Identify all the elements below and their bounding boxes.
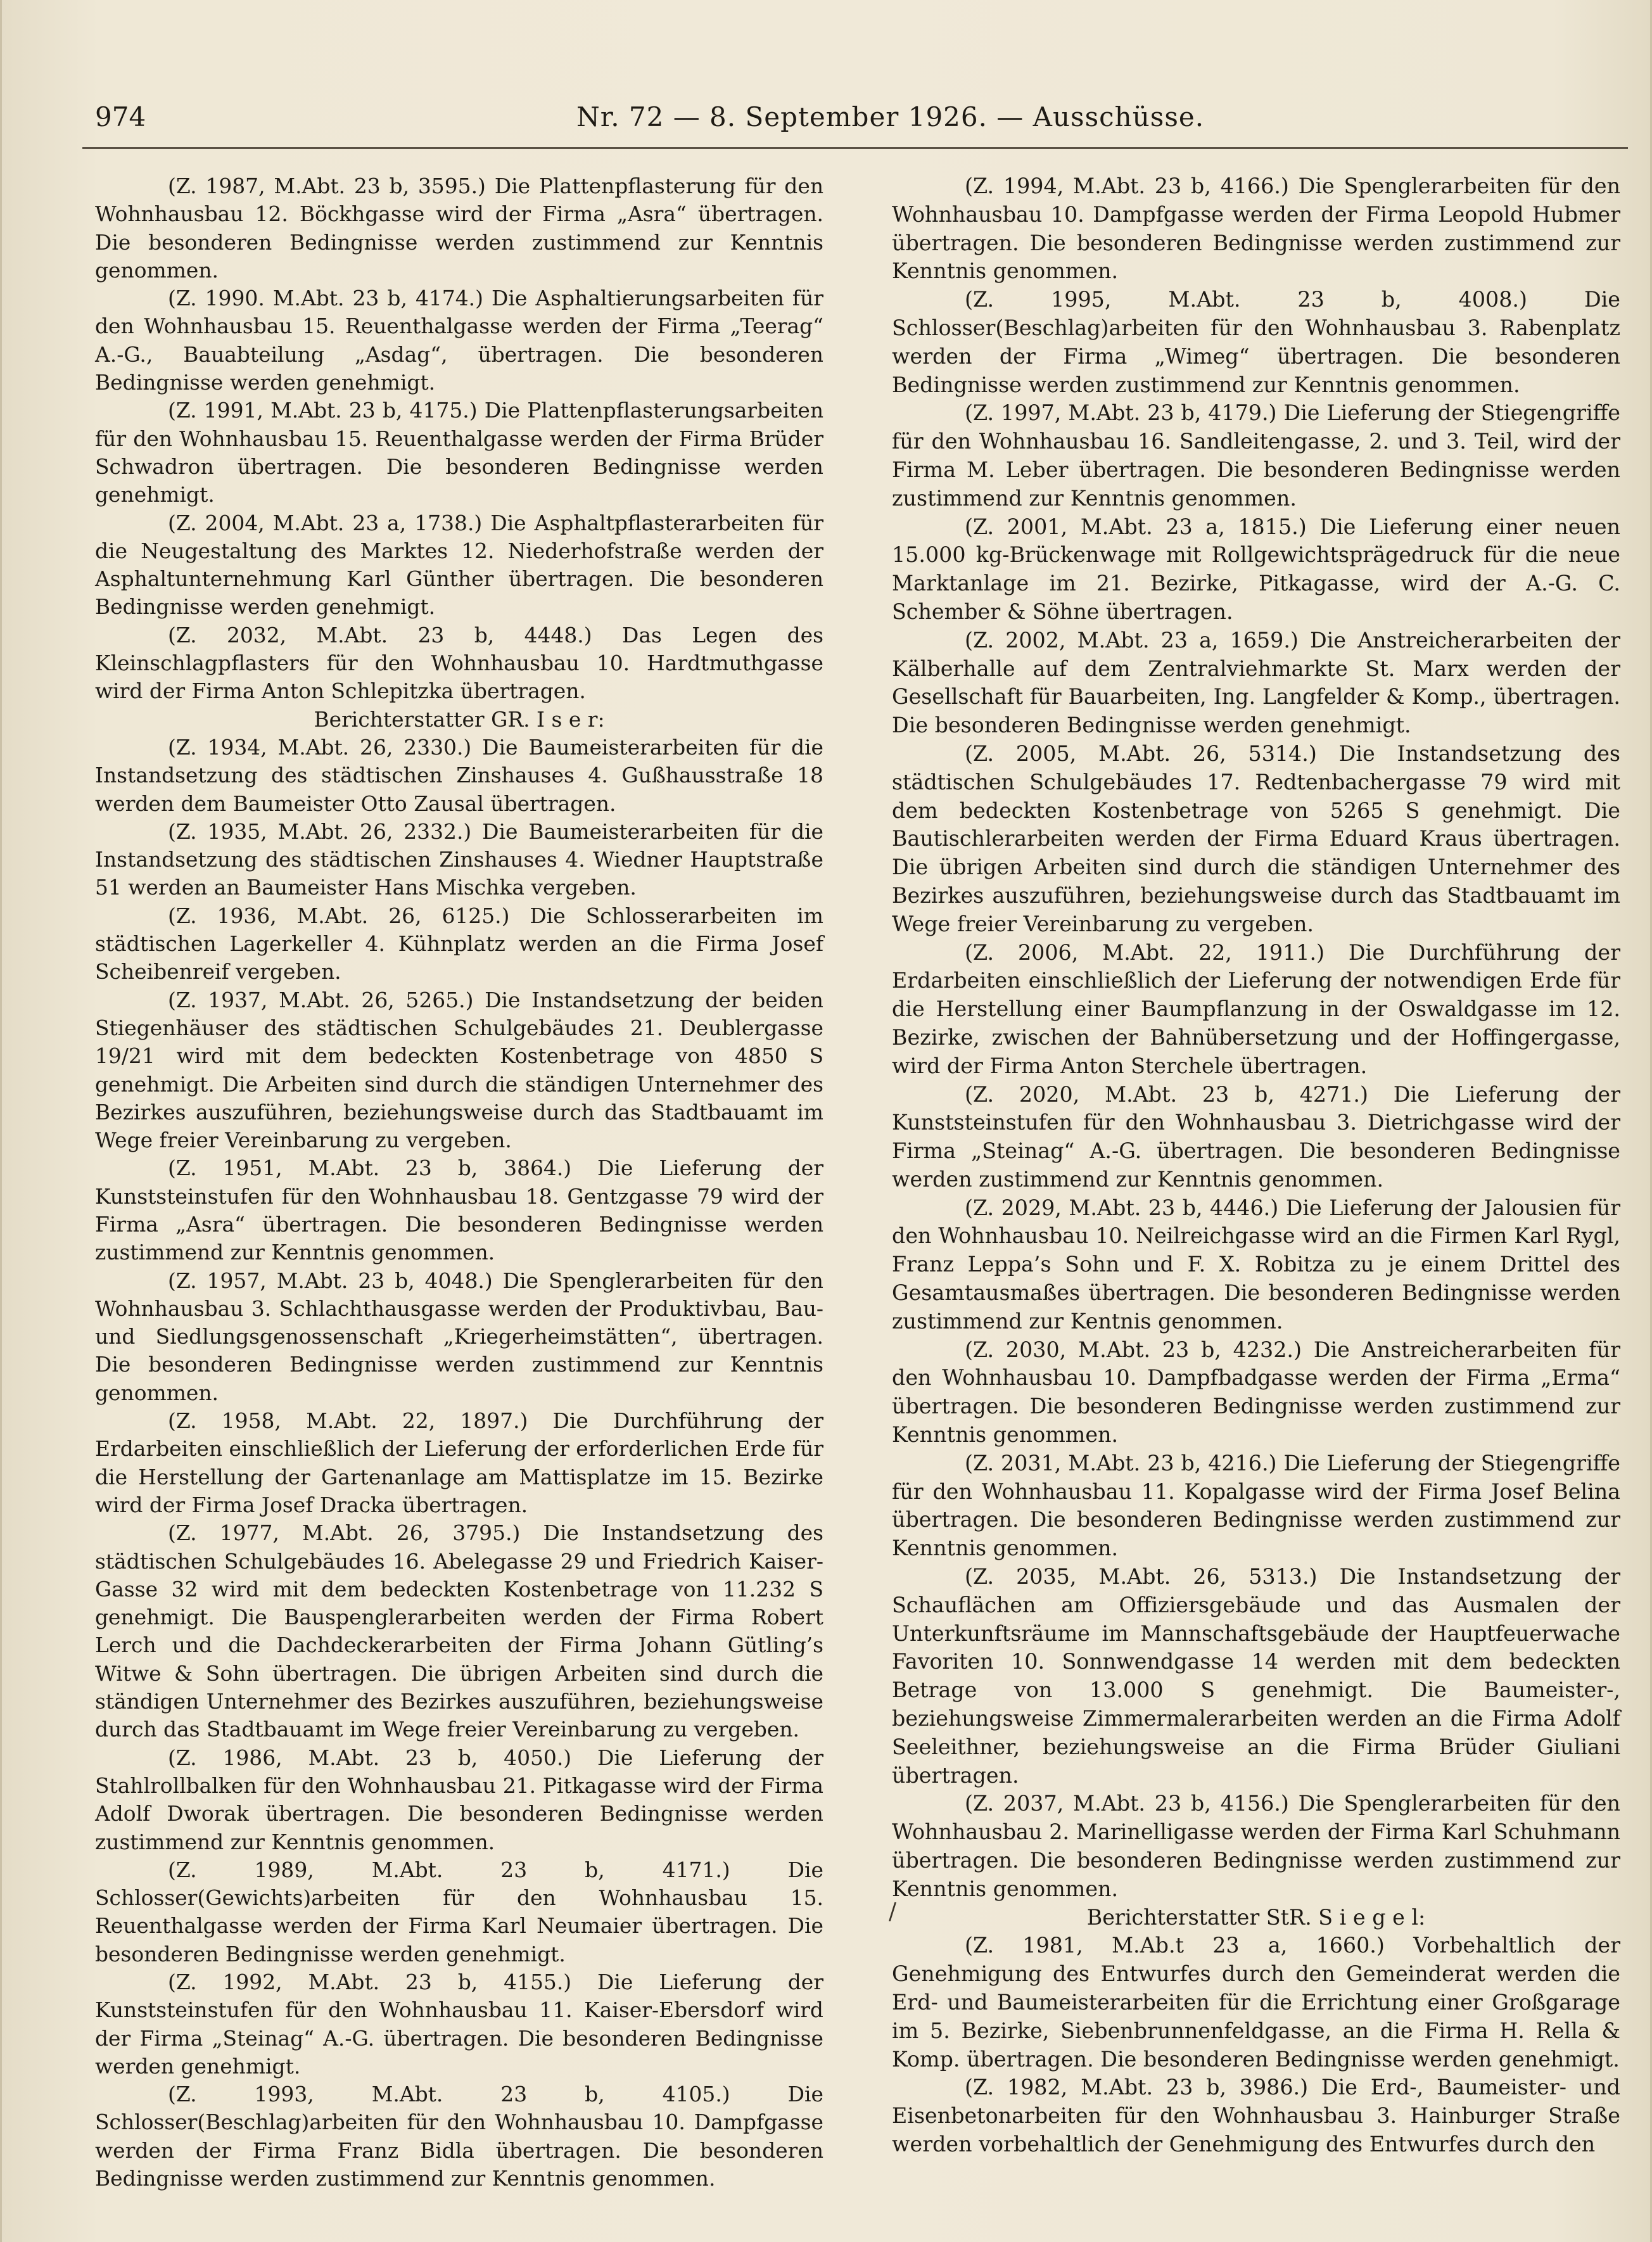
entry-paragraph: (Z. 2020, M.Abt. 23 b, 4271.) Die Lieferung der Kunststeinstufen für den Wohnhausbau 3. Dietrichgasse wird der Firma „Steinag“ A.-G. übertragen. Die besonderen Bedingnisse werden zustimmend zur Kenntnis genommen. xyxy=(892,1081,1620,1192)
entry-paragraph: (Z. 2031, M.Abt. 23 b, 4216.) Die Lieferung der Stiegengriffe für den Wohnhausbau 11. Kopalgasse wird der Firma Josef Belina übertragen. Die besonderen Bedingnisse werden zustimmend zur Kenntnis genommen. xyxy=(892,1450,1620,1561)
section-heading: Berichterstatter StR. S i e g e l: xyxy=(1086,1904,1426,1930)
section-heading: Berichterstatter GR. I s e r: xyxy=(314,706,605,732)
entry-paragraph: (Z. 1997, M.Abt. 23 b, 4179.) Die Lieferung der Stiegengriffe für den Wohnhausbau 16. Sandleitengasse, 2. und 3. Teil, wird der Firma M. Leber übertragen. Die besonderen Bedingnisse werden zustimmend zur Kenntnis genommen. xyxy=(892,400,1620,511)
entry-paragraph: (Z. 1977, M.Abt. 26, 3795.) Die Instandsetzung des städtischen Schulgebäudes 16. Abelegasse 29 und Friedrich Kaiser-Gasse 32 wird mit dem bedeckten Kostenbetrage von 11.232 S genehmigt. Die Bauspenglerarbeiten werden der Firma Robert Lerch und die Dachdeckerarbeiten der Firma Johann Gütling’s Witwe & Sohn übertragen. Die übrigen Arbeiten sind durch die ständigen Unternehmer des Bezirkes auszuführen, beziehungsweise durch das Stadtbauamt im Wege freier Vereinbarung zu vergeben. xyxy=(95,1520,823,1742)
entry-paragraph: (Z. 1987, M.Abt. 23 b, 3595.) Die Plattenpflasterung für den Wohnhausbau 12. Böckhgasse wird der Firma „Asra“ übertragen. Die besonderen Bedingnisse werden zustimmend zur Kenntnis genommen. xyxy=(95,174,823,283)
entry-paragraph: (Z. 2004, M.Abt. 23 a, 1738.) Die Asphaltpflasterarbeiten für die Neugestaltung des Marktes 12. Niederhofstraße werden der Asphaltunternehmung Karl Günther übertragen. Die besonderen Bedingnisse werden genehmigt. xyxy=(95,510,823,620)
entry-paragraph: (Z. 1935, M.Abt. 26, 2332.) Die Baumeisterarbeiten für die Instandsetzung des städtischen Zinshauses 4. Wiedner Hauptstraße 51 werden an Baumeister Hans Mischka vergeben. xyxy=(95,818,823,900)
entry-paragraph: (Z. 1993, M.Abt. 23 b, 4105.) Die Schlosser(Beschlag)arbeiten für den Wohnhausbau 10. Dampfgasse werden der Firma Franz Bidla übertragen. Die besonderen Bedingnisse werden zustimmend zur Kenntnis genommen. xyxy=(95,2082,823,2191)
entry-paragraph: (Z. 2030, M.Abt. 23 b, 4232.) Die Anstreicherarbeiten für den Wohnhausbau 10. Dampfbadgasse werden der Firma „Erma“ übertragen. Die besonderen Bedingnisse werden zustimmend zur Kenntnis genommen. xyxy=(892,1337,1620,1448)
entry-paragraph: (Z. 1982, M.Abt. 23 b, 3986.) Die Erd-, Baumeister- und Eisenbetonarbeiten für den Wohnhausbau 3. Hainburger Straße werden vorbehaltlich der Genehmigung des Entwurfes durch den xyxy=(892,2075,1620,2156)
page-edge-left xyxy=(0,0,2,2242)
entry-paragraph: (Z. 2029, M.Abt. 23 b, 4446.) Die Lieferung der Jalousien für den Wohnhausbau 10. Neilreichgasse wird an die Firmen Karl Rygl, Franz Leppa’s Sohn und F. X. Robitza zu je einem Drittel des Gesamtausmaßes übertragen. Die besonderen Bedingnisse werden zustimmend zur Kentnis genommen. xyxy=(892,1195,1620,1334)
entry-paragraph: (Z. 2006, M.Abt. 22, 1911.) Die Durchführung der Erdarbeiten einschließlich der Lieferung der notwendigen Erde für die Herstellung einer Baumpflanzung in der Oswaldgasse im 12. Bezirke, zwischen der Bahnübersetzung und der Hoffingergasse, wird der Firma Anton Sterchele übertragen. xyxy=(892,939,1620,1078)
header-title: Nr. 72 — 8. September 1926. — Ausschüsse. xyxy=(576,101,1205,132)
entry-paragraph: (Z. 1957, M.Abt. 23 b, 4048.) Die Spenglerarbeiten für den Wohnhausbau 3. Schlachthausgasse werden der Produktivbau, Bau- und Siedlungsgenossenschaft „Kriegerheimstätten“, übertragen. Die besonderen Bedingnisse werden zustimmend zur Kenntnis genommen. xyxy=(95,1268,823,1405)
entry-paragraph: (Z. 1995, M.Abt. 23 b, 4008.) Die Schlosser(Beschlag)arbeiten für den Wohnhausbau 3. Rabenplatz werden der Firma „Wimeg“ übertragen. Die besonderen Bedingnisse werden zustimmend zur Kenntnis genommen. xyxy=(892,287,1620,397)
entry-paragraph: (Z. 1936, M.Abt. 26, 6125.) Die Schlosserarbeiten im städtischen Lagerkeller 4. Kühnplatz werden an die Firma Josef Scheibenreif vergeben. xyxy=(95,903,823,984)
entry-paragraph: (Z. 1958, M.Abt. 22, 1897.) Die Durchführung der Erdarbeiten einschließlich der Lieferung der erforderlichen Erde für die Herstellung der Gartenanlage am Mattisplatze im 15. Bezirke wird der Firma Josef Dracka übertragen. xyxy=(95,1408,823,1517)
header-rule xyxy=(82,147,1628,149)
entry-paragraph: (Z. 1951, M.Abt. 23 b, 3864.) Die Lieferung der Kunststeinstufen für den Wohnhausbau 18. Gentzgasse 79 wird der Firma „Asra“ übertragen. Die besonderen Bedingnisse werden zustimmend zur Kenntnis genommen. xyxy=(95,1156,823,1265)
entry-paragraph: (Z. 1990. M.Abt. 23 b, 4174.) Die Asphaltierungsarbeiten für den Wohnhausbau 15. Reuenthalgasse werden der Firma „Teerag“ A.-G., Bauabteilung „Asdag“, übertragen. Die besonderen Bedingnisse werden genehmigt. xyxy=(95,286,823,395)
entry-paragraph: (Z. 1937, M.Abt. 26, 5265.) Die Instandsetzung der beiden Stiegenhäuser des städtischen Schulgebäudes 21. Deublergasse 19/21 wird mit dem bedeckten Kostenbetrage von 4850 S genehmigt. Die Arbeiten sind durch die ständigen Unternehmer des Bezirkes auszuführen, beziehungsweise durch das Stadtbauamt im Wege freier Vereinbarung zu vergeben. xyxy=(95,987,823,1153)
page-number: 974 xyxy=(95,101,146,132)
entry-paragraph: (Z. 2002, M.Abt. 23 a, 1659.) Die Anstreicherarbeiten der Kälberhalle auf dem Zentralviehmarkte St. Marx werden der Gesellschaft für Bauarbeiten, Ing. Langfelder & Komp., übertragen. Die besonderen Bedingnisse werden genehmigt. xyxy=(892,627,1620,738)
entry-paragraph: (Z. 1934, M.Abt. 26, 2330.) Die Baumeisterarbeiten für die Instandsetzung des städtischen Zinshauses 4. Gußhausstraße 18 werden dem Baumeister Otto Zausal übertragen. xyxy=(95,734,823,816)
entry-paragraph: (Z. 2005, M.Abt. 26, 5314.) Die Instandsetzung des städtischen Schulgebäudes 17. Redtenbachergasse 79 wird mit dem bedeckten Kostenbetrage von 5265 S genehmigt. Die Bautischlerarbeiten werden der Firma Eduard Kraus übertragen. Die übrigen Arbeiten sind durch die ständigen Unternehmer des Bezirkes auszuführen, beziehungsweise durch das Stadtbauamt im Wege freier Vereinbarung zu vergeben. xyxy=(892,741,1620,936)
entry-paragraph: (Z. 1994, M.Abt. 23 b, 4166.) Die Spenglerarbeiten für den Wohnhausbau 10. Dampfgasse werden der Firma Leopold Hubmer übertragen. Die besonderen Bedingnisse werden zustimmend zur Kenntnis genommen. xyxy=(892,174,1620,284)
entry-paragraph: (Z. 2037, M.Abt. 23 b, 4156.) Die Spenglerarbeiten für den Wohnhausbau 2. Marinelligasse werden der Firma Karl Schuhmann übertragen. Die besonderen Bedingnisse werden zustimmend zur Kenntnis genommen. xyxy=(892,1791,1620,1901)
right-column xyxy=(892,172,1620,2159)
entry-paragraph: (Z. 2001, M.Abt. 23 a, 1815.) Die Lieferung einer neuen 15.000 kg-Brückenwage mit Rollgewichtsprägedruck für die neue Marktanlage im 21. Bezirke, Pitkagasse, wird der A.-G. C. Schember & Söhne übertragen. xyxy=(892,514,1620,624)
entry-paragraph: (Z. 1991, M.Abt. 23 b, 4175.) Die Plattenpflasterungsarbeiten für den Wohnhausbau 15. Reuenthalgasse werden der Firma Brüder Schwadron übertragen. Die besonderen Bedingnisse werden genehmigt. xyxy=(95,398,823,507)
entry-paragraph: (Z. 2035, M.Abt. 26, 5313.) Die Instandsetzung der Schauflächen am Offiziersgebäude und das Ausmalen der Unterkunftsräume im Mannschaftsgebäude der Hauptfeuerwache Favoriten 10. Sonnwendgasse 14 werden mit dem bedeckten Betrage von 13.000 S genehmigt. Die Baumeister-, beziehungsweise Zimmermalerarbeiten werden an die Firma Adolf Seeleithner, beziehungsweise an die Firma Brüder Giuliani übertragen. xyxy=(892,1564,1620,1788)
left-column xyxy=(95,172,823,2193)
entry-paragraph: (Z. 1992, M.Abt. 23 b, 4155.) Die Lieferung der Kunststeinstufen für den Wohnhausbau 11. Kaiser-Ebersdorf wird der Firma „Steinag“ A.-G. übertragen. Die besonderen Bedingnisse werden genehmigt. xyxy=(95,1970,823,2079)
entry-paragraph: (Z. 2032, M.Abt. 23 b, 4448.) Das Legen des Kleinschlagpflasters für den Wohnhausbau 10. Hardtmuthgasse wird der Firma Anton Schlepitzka übertragen. xyxy=(95,622,823,704)
entry-paragraph: (Z. 1986, M.Abt. 23 b, 4050.) Die Lieferung der Stahlrollbalken für den Wohnhausbau 21. Pitkagasse wird der Firma Adolf Dworak übertragen. Die besonderen Bedingnisse werden zustimmend zur Kenntnis genommen. xyxy=(95,1745,823,1854)
entry-paragraph: (Z. 1981, M.Ab.t 23 a, 1660.) Vorbehaltlich der Genehmigung des Entwurfes durch den Gemeinderat werden die Erd- und Baumeisterarbeiten für die Errichtung einer Großgarage im 5. Bezirke, Siebenbrunnenfeldgasse, an die Firma H. Rella & Komp. übertragen. Die besonderen Bedingnisse werden genehmigt. xyxy=(892,1933,1620,2072)
page-header xyxy=(95,95,1634,139)
margin-mark: / xyxy=(889,1899,897,1925)
entry-paragraph: (Z. 1989, M.Abt. 23 b, 4171.) Die Schlosser(Gewichts)arbeiten für den Wohnhausbau 15. Reuenthalgasse werden der Firma Karl Neumaier übertragen. Die besonderen Bedingnisse werden genehmigt. xyxy=(95,1857,823,1966)
